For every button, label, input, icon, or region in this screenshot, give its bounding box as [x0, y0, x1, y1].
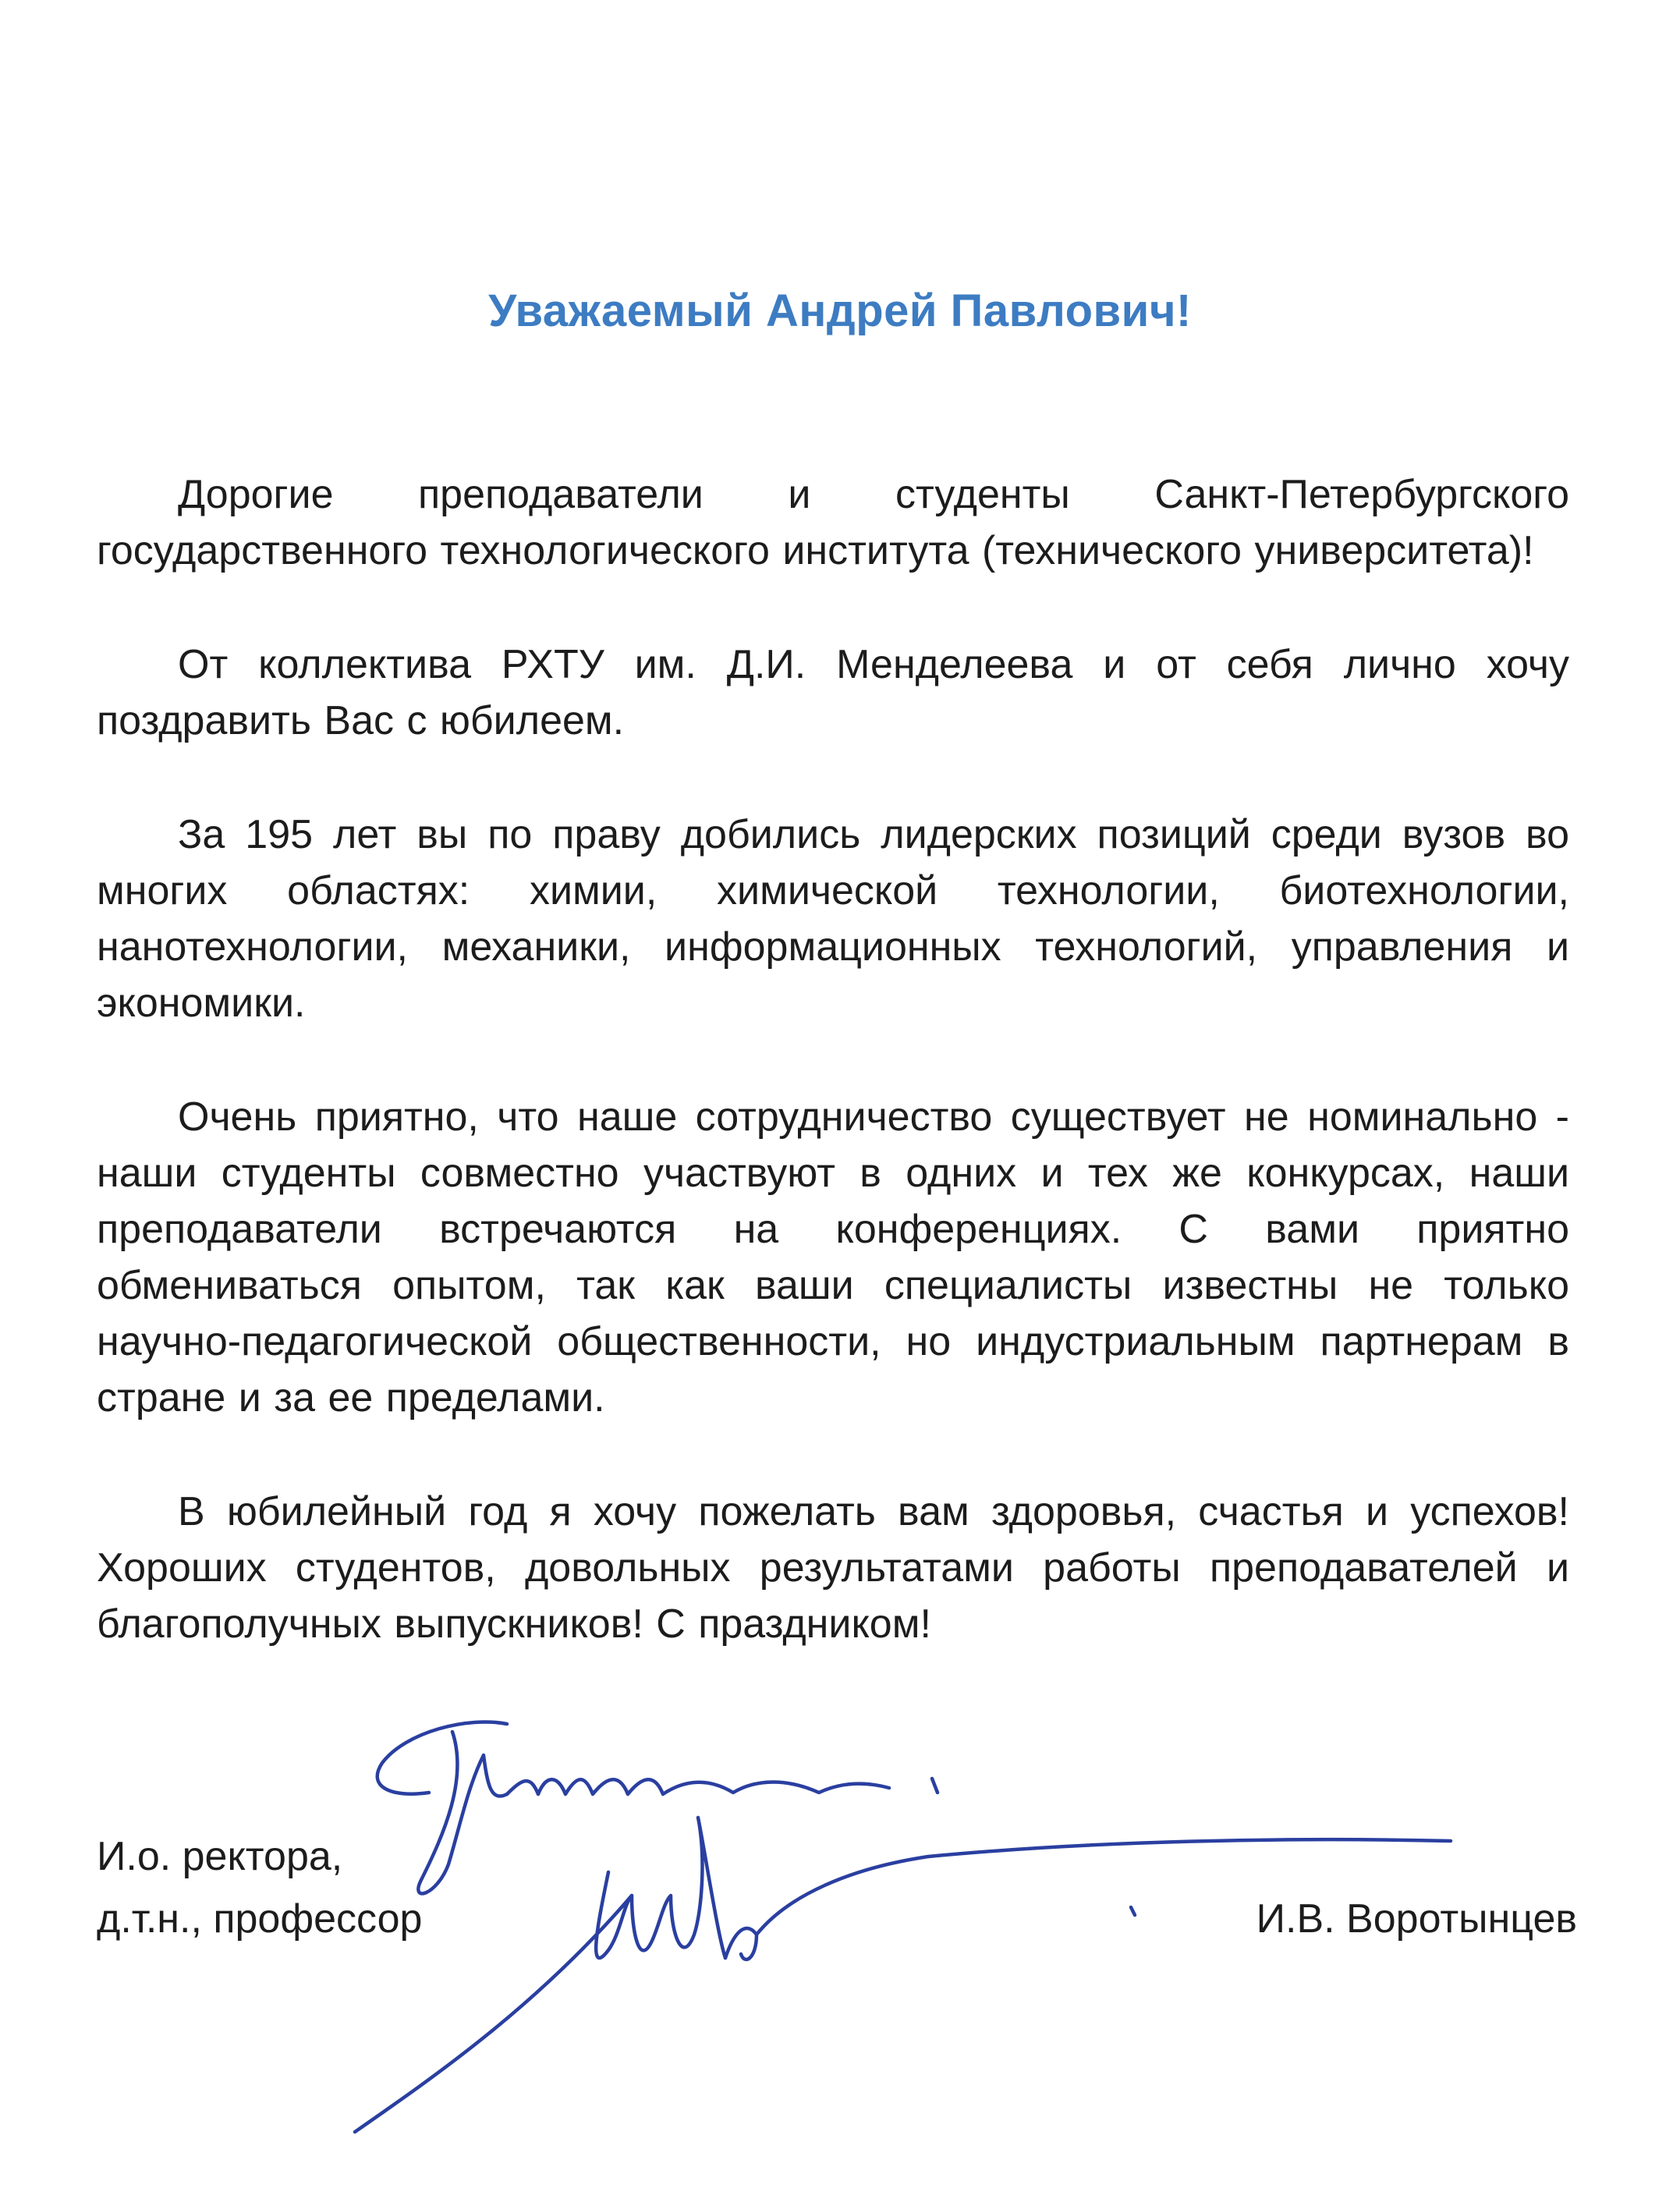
signatory-position: [97, 1825, 422, 1950]
paragraph-cooperation: Очень приятно, что наше сотрудничество существует не номинально - наши студенты совместно участвуют в одних и тех же конкурсах, наши преподаватели встречаются на конференциях. С вами приятно обмениваться опытом, так как ваши специалисты известны не только научно-педагогической общественности, но индустриальным партнерам в стране и за ее пределами.: [97, 1094, 1569, 1420]
paragraph-achievements: За 195 лет вы по праву добились лидерских позиций среди вузов во многих областях: химии, химической технологии, биотехнологии, нанотехнологии, механики, информационных технологий, управления и экономики.: [97, 812, 1569, 1026]
paragraph-wishes: В юбилейный год я хочу пожелать вам здоровья, счастья и успехов! Хороших студентов, довольных результатами работы преподавателей и благополучных выпускников! С праздником!: [97, 1489, 1569, 1647]
paragraph-congratulation: От коллектива РХТУ им. Д.И. Менделеева и от себя лично хочу поздравить Вас с юбилеем.: [97, 642, 1569, 743]
salutation: Уважаемый Андрей Павлович!: [488, 286, 1192, 336]
position-line-2: д.т.н., профессор: [97, 1896, 423, 1942]
position-line-1: И.о. ректора,: [97, 1834, 343, 1879]
letter-body: [97, 466, 1569, 1710]
paragraph-greeting: Дорогие преподаватели и студенты Санкт-Петербургского государственного технологического института (технического университета)!: [97, 472, 1569, 573]
signatory-name: И.В. Воротынцев: [1256, 1896, 1577, 1942]
